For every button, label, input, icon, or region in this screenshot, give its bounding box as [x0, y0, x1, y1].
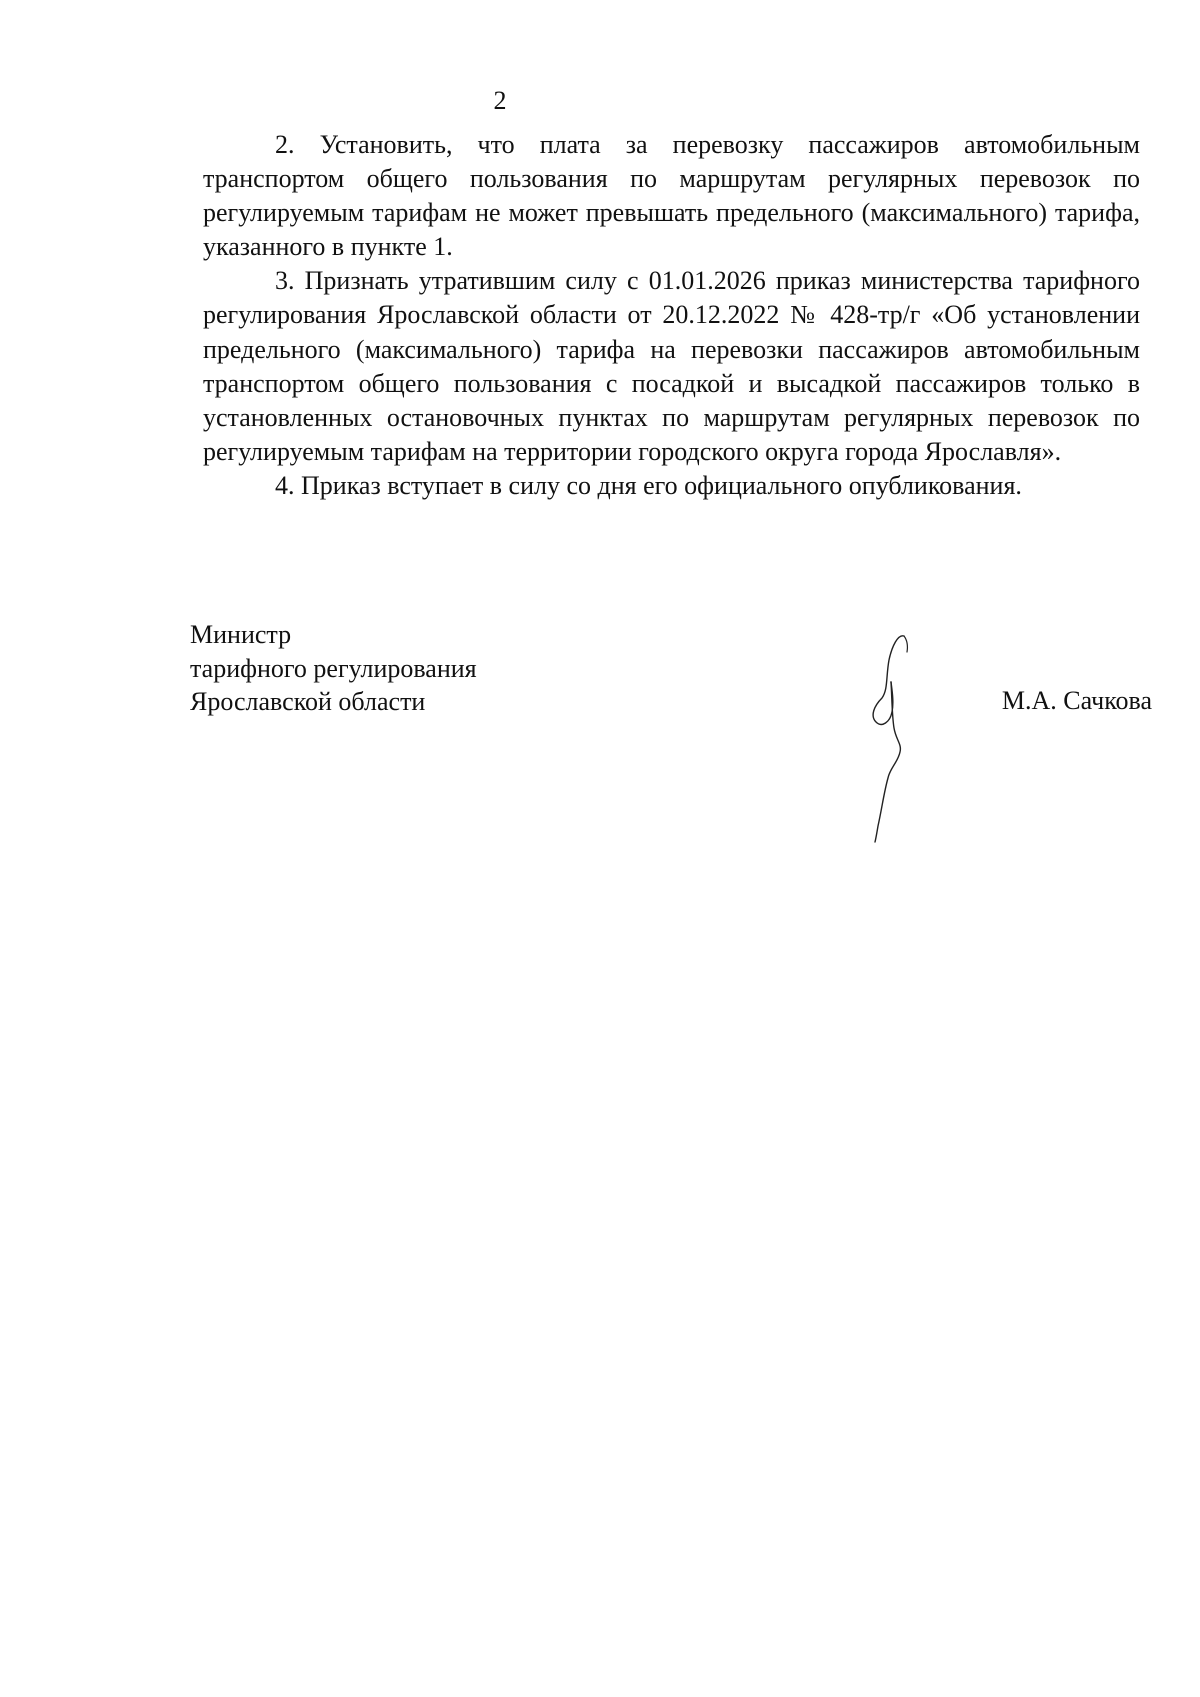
position-department: тарифного регулирования	[190, 653, 477, 683]
paragraph-4: 4. Приказ вступает в силу со дня его официального опубликования.	[275, 470, 1022, 500]
handwritten-signature	[858, 632, 938, 844]
position-region: Ярославской области	[190, 687, 426, 716]
position-title: Министр	[190, 620, 292, 649]
signer-name: М.А. Сачкова	[1001, 686, 1152, 715]
document-body	[203, 128, 1140, 503]
paragraph-3: 3. Признать утратившим силу с 01.01.2026 приказ министерства тарифного регулирования Ярославской области от 20.12.2022 № 428-тр/г «Об установлении предельного (максимального) тарифа на перевозки пассажиров автомобильным транспортом общего пользования с посадкой и высадкой пассажиров только в установленных остановочных пунктах по маршрутам регулярных перевозок по регулируемым тарифам на территории городского округа города Ярославля».	[203, 266, 1140, 466]
signatory-position	[190, 618, 477, 719]
paragraph-2: 2. Установить, что плата за перевозку пассажиров автомобильным транспортом общего пользования по маршрутам регулярных перевозок по регулируемым тарифам не может превышать предельного (максимального) тарифа, указанного в пункте 1.	[203, 130, 1140, 262]
page-number: 2	[493, 86, 507, 115]
